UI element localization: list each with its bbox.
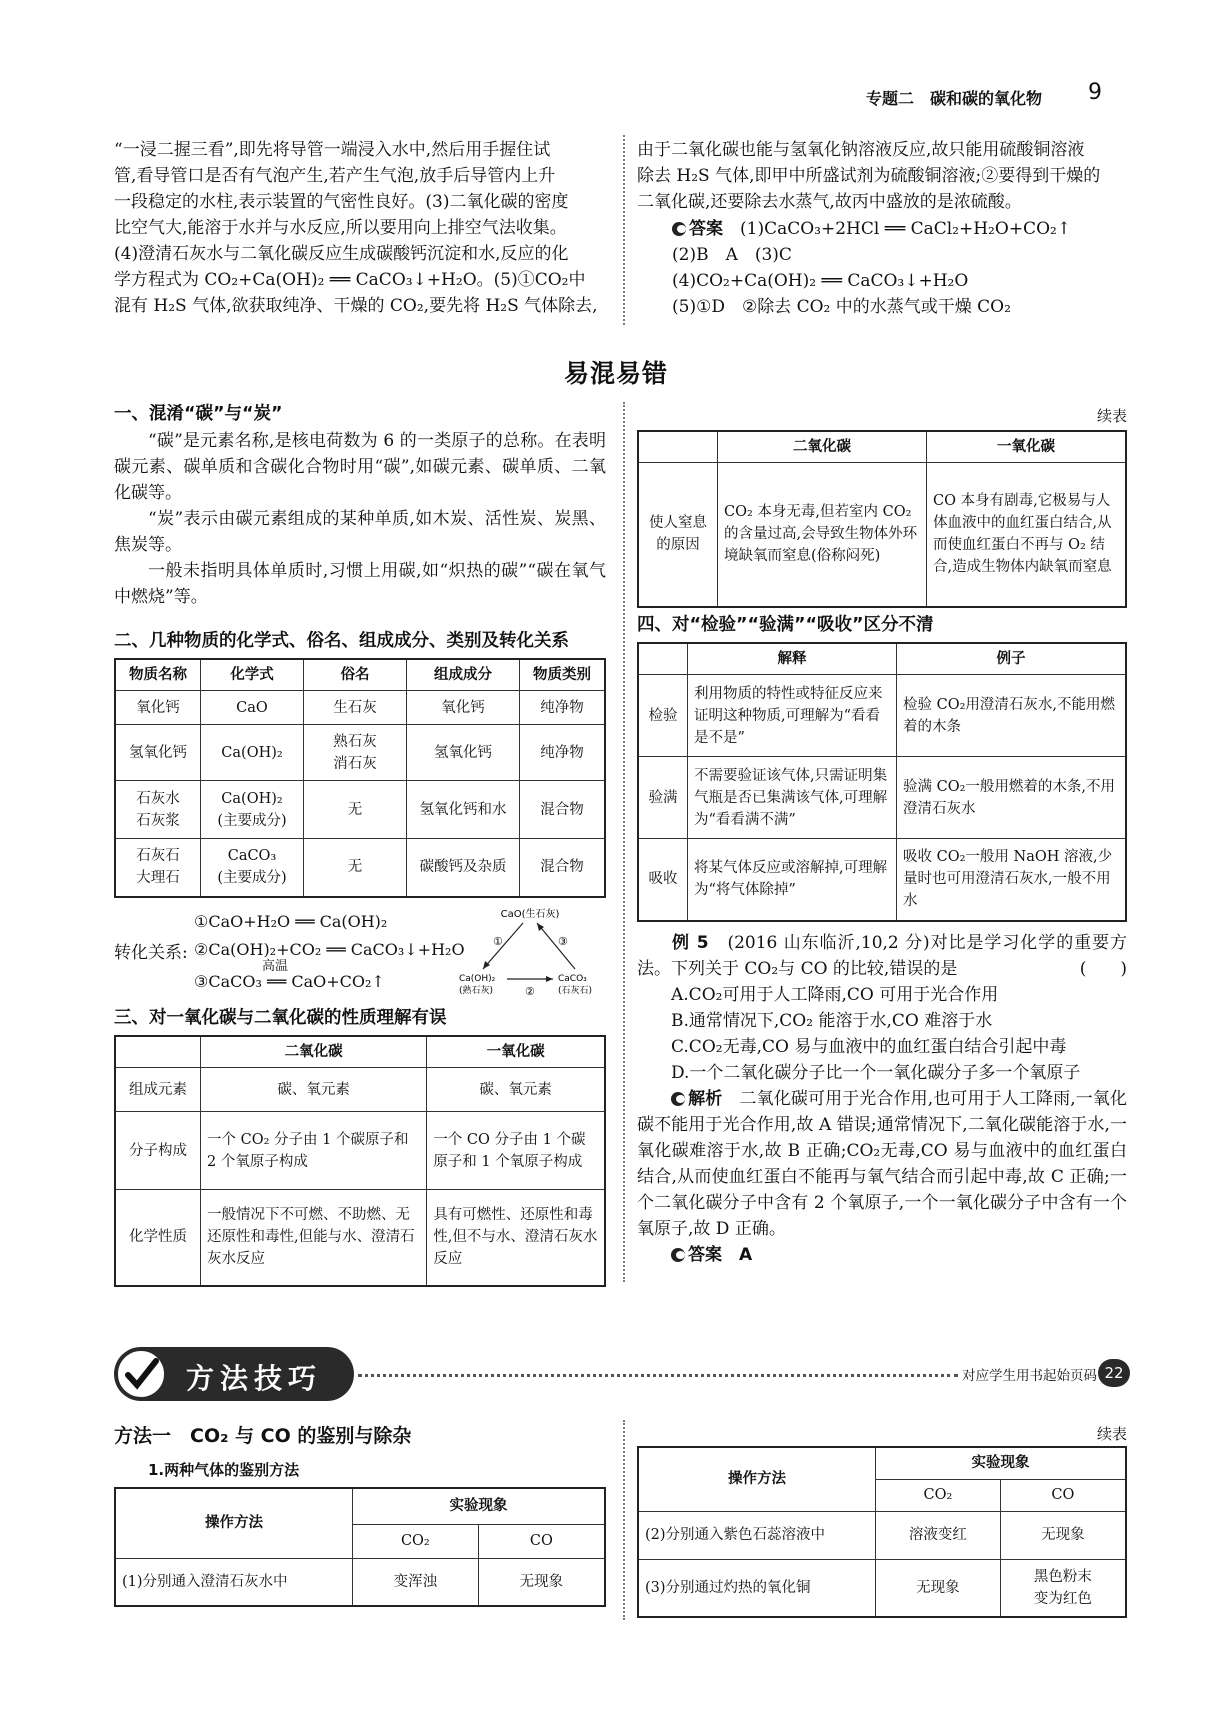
table-cell: 溶液变红 (876, 1511, 1001, 1559)
table-cell: 无 (304, 781, 407, 839)
table-cell: 具有可燃性、还原性和毒性,但不与水、澄清石灰水反应 (427, 1190, 605, 1286)
table-cell: 利用物质的特性或特征反应来证明这种物质,可理解为“看看是不是” (688, 675, 897, 757)
text-line: 除去 H₂S 气体,即甲中所盛试剂为硫酸铜溶液;②要得到干燥的 (637, 166, 1101, 186)
co-co2-table (114, 1035, 606, 1287)
mix-title: 易混易错 (564, 359, 669, 388)
table-header-row (638, 1447, 1126, 1479)
table-row (638, 675, 1126, 757)
table-cell: CaO (201, 691, 304, 725)
table-cell: 使人窒息的原因 (638, 463, 718, 607)
table-cell: Ca(OH)₂ (主要成分) (201, 781, 304, 839)
table-header: 物质名称 (115, 659, 201, 691)
table-row (115, 1112, 605, 1190)
table-header: 例子 (897, 643, 1127, 675)
header-section: 专题二 碳和碳的氧化物 (866, 89, 1043, 108)
banner-dots (358, 1374, 958, 1377)
table-header: CO₂ (876, 1479, 1001, 1511)
conv-label: 转化关系: (114, 943, 188, 963)
option-b: B.通常情况下,CO₂ 能溶于水,CO 难溶于水 (671, 1011, 993, 1031)
table-cell: 将某气体反应或溶解掉,可理解为“将气体除掉” (688, 839, 897, 921)
table-cell: 验满 CO₂一般用燃着的木条,不用澄清石灰水 (897, 757, 1127, 839)
table-row (115, 839, 605, 897)
identify-table-continued (637, 1446, 1127, 1618)
table-cell: 熟石灰 消石灰 (304, 725, 407, 781)
method1-title: 方法一 CO₂ 与 CO 的鉴别与除杂 (114, 1425, 412, 1447)
table-cell: 一个 CO₂ 分子由 1 个碳原子和 2 个氧原子构成 (201, 1112, 427, 1190)
table-row (638, 757, 1126, 839)
conv-eq-1: ①CaO+H₂O ══ Ca(OH)₂ (194, 912, 388, 931)
table-header: 组成成分 (407, 659, 520, 691)
table-cell: 吸收 CO₂一般用 NaOH 溶液,少量时也可用澄清石灰水,一般不用水 (897, 839, 1127, 921)
table-cell: 变浑浊 (353, 1558, 479, 1606)
table-header: 操作方法 (115, 1488, 353, 1558)
table-row (115, 725, 605, 781)
method1-sub: 1.两种气体的鉴别方法 (148, 1461, 300, 1479)
diagram-right1: CaCO₃ (558, 974, 587, 984)
table-header-row (115, 659, 605, 691)
table-cell: (3)分别通过灼热的氧化铜 (638, 1559, 876, 1617)
page-number: 9 (1088, 80, 1102, 105)
conv-eq-2: ②Ca(OH)₂+CO₂ ══ CaCO₃↓+H₂O (194, 940, 465, 959)
table-cell: 组成元素 (115, 1068, 201, 1112)
diagram-n2: ② (525, 985, 535, 998)
identify-table (114, 1487, 606, 1607)
diagram-top: CaO(生石灰) (500, 909, 560, 920)
table-header: 物质类别 (520, 659, 606, 691)
answer-icon (672, 222, 686, 236)
table-cell: 氢氧化钙 (115, 725, 201, 781)
text-line: 混有 H₂S 气体,欲获取纯净、干燥的 CO₂,要先将 H₂S 气体除去, (114, 296, 598, 316)
table-header: 实验现象 (353, 1488, 606, 1524)
table-header: 一氧化碳 (927, 431, 1127, 463)
table-cell: 氢氧化钙和水 (407, 781, 520, 839)
text-line: (4)澄清石灰水与二氧化碳反应生成碳酸钙沉淀和水,反应的化 (114, 244, 569, 264)
table-cell: 检验 (638, 675, 688, 757)
table-cell: 纯净物 (520, 725, 606, 781)
text-line: 由于二氧化碳也能与氢氧化钠溶液反应,故只能用硫酸铜溶液 (637, 140, 1085, 160)
table-cell: 验满 (638, 757, 688, 839)
table-cell: 化学性质 (115, 1190, 201, 1286)
table-row (115, 691, 605, 725)
table-cell: 不需要验证该气体,只需证明集气瓶是否已集满该气体,可理解为“看看满不满” (688, 757, 897, 839)
banner-ref: 对应学生用书起始页码 (962, 1368, 1097, 1384)
conv-eq-3: ③CaCO₃ ══ CaO+CO₂↑ (194, 972, 385, 991)
co-co2-table-continued (637, 430, 1127, 608)
diagram-n3: ③ (558, 935, 568, 948)
table-cell: 黑色粉末 变为红色 (1000, 1559, 1126, 1617)
diagram-left1: Ca(OH)₂ (459, 974, 496, 984)
example-stem: 对比是学习化学的重要方法。下列关于 CO₂与 CO 的比较,错误的是 (637, 933, 1128, 979)
table-row (638, 1511, 1126, 1559)
text-line: 一段稳定的水柱,表示装置的气密性良好。(3)二氧化碳的密度 (114, 192, 569, 212)
table-cell: 混合物 (520, 781, 606, 839)
table-cell: CaCO₃ (主要成分) (201, 839, 304, 897)
s1-title: 一、混淆“碳”与“炭” (114, 404, 283, 424)
text-line: 学方程式为 CO₂+Ca(OH)₂ ══ CaCO₃↓+H₂O。(5)①CO₂中 (114, 270, 586, 290)
table-cell: 纯净物 (520, 691, 606, 725)
analysis-icon (671, 1092, 685, 1106)
text-line: 二氧化碳,还要除去水蒸气,故丙中盛放的是浓硫酸。 (637, 192, 1022, 212)
diagram-right2: (石灰石) (558, 986, 593, 996)
table-cell: 无现象 (1000, 1511, 1126, 1559)
banner-page: 22 (1098, 1359, 1130, 1387)
table-header-row (115, 1488, 605, 1524)
column-divider (623, 135, 625, 325)
option-d: D.一个二氧化碳分子比一个一氧化碳分子多一个氧原子 (671, 1063, 1081, 1083)
table-header: 俗名 (304, 659, 407, 691)
table-header-row (115, 1036, 605, 1068)
table-cell: 吸收 (638, 839, 688, 921)
option-c: C.CO₂无毒,CO 易与血液中的血红蛋白结合引起中毒 (671, 1037, 1067, 1057)
table-header: CO (478, 1524, 605, 1558)
table-cell: 氧化钙 (407, 691, 520, 725)
test-table (637, 642, 1127, 922)
text-line: 比空气大,能溶于水并与水反应,所以要用向上排空气法收集。 (114, 218, 567, 238)
table-header: 二氧化碳 (201, 1036, 427, 1068)
table-cell: 无现象 (876, 1559, 1001, 1617)
continued-label-2: 续表 (1097, 1425, 1128, 1443)
table-row (638, 839, 1126, 921)
table-cell: CO₂ 本身无毒,但若室内 CO₂的含量过高,会导致生物体外环境缺氧而窒息(俗称闷死) (718, 463, 927, 607)
s4-title: 四、对“检验”“验满”“吸收”区分不清 (637, 615, 934, 635)
table-row (638, 1559, 1126, 1617)
table-cell: 碳酸钙及杂质 (407, 839, 520, 897)
option-a: A.CO₂可用于人工降雨,CO 可用于光合作用 (671, 985, 999, 1005)
table-cell: 一般情况下不可燃、不助燃、无还原性和毒性,但能与水、澄清石灰水反应 (201, 1190, 427, 1286)
check-circle (116, 1349, 166, 1399)
table-cell: (2)分别通入紫色石蕊溶液中 (638, 1511, 876, 1559)
table-header-row (638, 431, 1126, 463)
check-icon (118, 1351, 164, 1397)
substance-table (114, 658, 606, 898)
answer-value: A (739, 1245, 753, 1265)
table-row (115, 1558, 605, 1606)
table-header (638, 431, 718, 463)
example-label: 例 5 (671, 933, 709, 953)
table-cell: 氧化钙 (115, 691, 201, 725)
table-cell: 检验 CO₂用澄清石灰水,不能用燃着的木条 (897, 675, 1127, 757)
example-paren: ( ) (1079, 959, 1127, 979)
method-banner (114, 1347, 1130, 1401)
analysis-text: 二氧化碳可用于光合作用,也可用于人工降雨,一氧化碳不能用于光合作用,故 A 错误;通常情况下,二氧化碳能溶于水,一氧化碳难溶于水,故 B 正确;CO₂无毒,CO 易与血液中的血红蛋白结合,从而使血红蛋白不能再与氧气结合而引起中毒,故 C 正确;一个二氧化碳分子中含有 2 个氧原子,一个一氧化碳分子中含有一个氧原子,故 D 正确。 (637, 1089, 1128, 1239)
table-cell: 无 (304, 839, 407, 897)
s1-body: “碳”是元素名称,是核电荷数为 6 的一类原子的总称。在表明碳元素、碳单质和含碳化合物时用“碳”,如碳元素、碳单质、二氧化碳等。 “炭”表示由碳元素组成的某种单质,如木炭、活性炭、炭黑、焦炭等。 一般未指明具体单质时,习惯上用碳,如“炽热的碳”“碳在氧气中燃烧”等。 (114, 431, 606, 607)
top-left-text (114, 137, 606, 319)
example-5: 例 5 (2016 山东临沂,10,2 分)对比是学习化学的重要方法。下列关于 CO₂与 CO 的比较,错误的是 ( ) A.CO₂可用于人工降雨,CO 可用于光合作用 B.通常情况下,CO₂ 能溶于水,CO 难溶于水 C.CO₂无毒,CO 易与血液中的血红蛋白结合引起中毒 D.一个二氧化碳分子比一个一氧化碳分子多一个氧原子 解析 二氧化碳可用于光合作用,也可用于人工降雨,一氧化碳不能用于光合作用,故 A 错误;通常情况下,二氧化碳能溶于水,一氧化碳难溶于水,故 B 正确;CO₂无毒,CO 易与血液中的血红蛋白结合,从而使血红蛋白不能再与氧气结合而引起中毒,故 C 正确;一个二氧化碳分子中含有 2 个氧原子,一个一氧化碳分子中含有一个氧原子,故 D 正确。 答案 A (637, 933, 1128, 1265)
text-line: 管,看导管口是否有气泡产生,若产生气泡,放手后导管内上升 (114, 166, 556, 186)
table-cell: 分子构成 (115, 1112, 201, 1190)
s3-title: 三、对一氧化碳与二氧化碳的性质理解有误 (114, 1008, 447, 1028)
table-row (115, 1068, 605, 1112)
table-header (115, 1036, 201, 1068)
text-line: “一浸二握三看”,即先将导管一端浸入水中,然后用手握住试 (114, 140, 551, 160)
table-header: CO₂ (353, 1524, 479, 1558)
table-header-row (638, 643, 1126, 675)
method-title: 方法技巧 (186, 1362, 323, 1395)
column-divider-2 (623, 402, 625, 1282)
table-cell: 碳、氧元素 (427, 1068, 605, 1112)
table-row (115, 781, 605, 839)
s2-title: 二、几种物质的化学式、俗名、组成成分、类别及转化关系 (114, 631, 569, 651)
example-source: (2016 山东临沂,10,2 分) (727, 933, 930, 953)
table-header: 化学式 (201, 659, 304, 691)
table-cell: CO 本身有剧毒,它极易与人体血液中的血红蛋白结合,从而使血红蛋白不再与 O₂ 结合,造成生物体内缺氧而窒息 (927, 463, 1127, 607)
answer-icon (671, 1248, 685, 1262)
answer-block: 答案 (1)CaCO₃+2HCl ══ CaCl₂+H₂O+CO₂↑ (2)B A (3)C (4)CO₂+Ca(OH)₂ ══ CaCO₃↓+H₂O (5)①D ②除去 CO₂ 中的水蒸气或干燥 CO₂ (672, 219, 1072, 317)
table-header: 二氧化碳 (718, 431, 927, 463)
table-header (638, 643, 688, 675)
top-right-text (637, 137, 1127, 215)
table-cell: 碳、氧元素 (201, 1068, 427, 1112)
table-header: 实验现象 (876, 1447, 1127, 1479)
continued-label: 续表 (1097, 407, 1128, 425)
table-cell: 一个 CO 分子由 1 个碳原子和 1 个氧原子构成 (427, 1112, 605, 1190)
table-cell: 石灰石 大理石 (115, 839, 201, 897)
conv-condition: 高温 (262, 959, 289, 974)
table-cell: 混合物 (520, 839, 606, 897)
table-header: 一氧化碳 (427, 1036, 605, 1068)
column-divider-3 (623, 1420, 625, 1620)
diagram-left2: (熟石灰) (459, 986, 494, 996)
table-cell: 氢氧化钙 (407, 725, 520, 781)
table-row (638, 463, 1126, 607)
table-cell: 无现象 (478, 1558, 605, 1606)
table-cell: 石灰水 石灰浆 (115, 781, 201, 839)
table-cell: Ca(OH)₂ (201, 725, 304, 781)
table-header: 操作方法 (638, 1447, 876, 1511)
table-cell: (1)分别通入澄清石灰水中 (115, 1558, 353, 1606)
diagram-n1: ① (493, 935, 503, 948)
table-cell: 生石灰 (304, 691, 407, 725)
table-header: 解释 (688, 643, 897, 675)
conversion-diagram (455, 905, 605, 1001)
table-row (115, 1190, 605, 1286)
table-header: CO (1000, 1479, 1126, 1511)
